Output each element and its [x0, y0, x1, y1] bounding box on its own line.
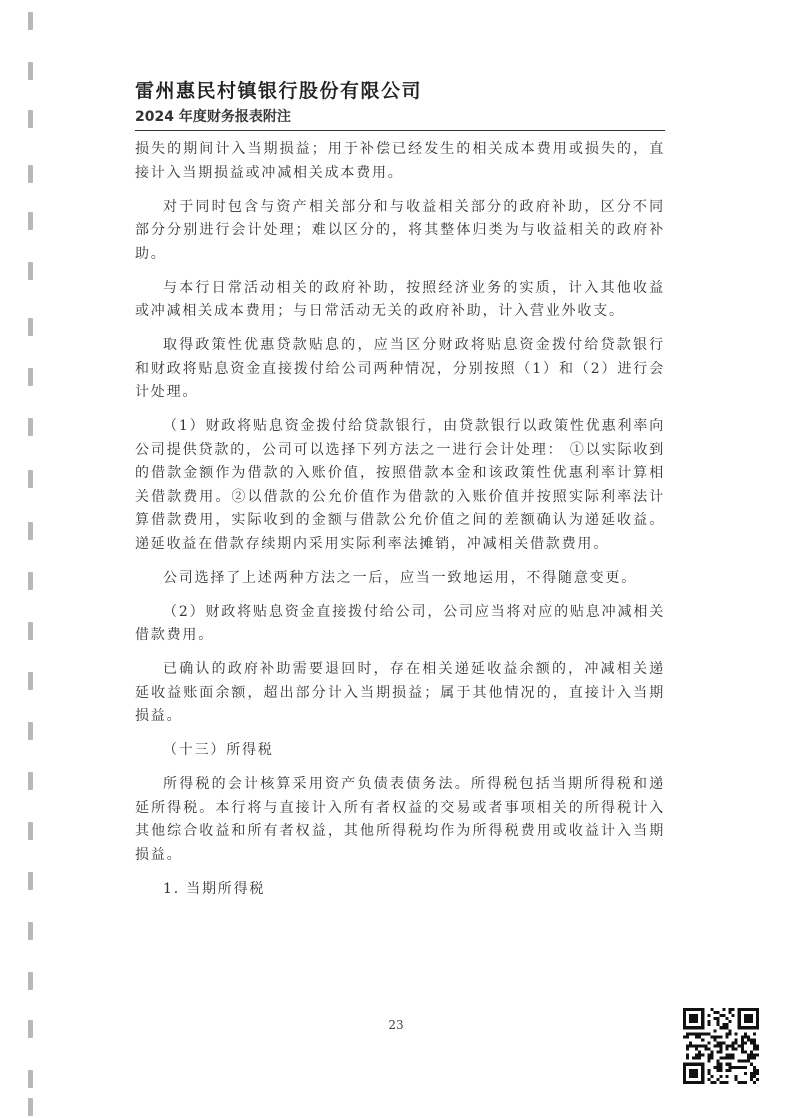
company-name: 雷州惠民村镇银行股份有限公司	[135, 80, 423, 102]
paragraph: （2）财政将贴息资金直接拨付给公司，公司应当将对应的贴息冲减相关借款费用。	[135, 603, 665, 643]
paragraph: 损失的期间计入当期损益；用于补偿已经发生的相关成本费用或损失的，直接计入当期损益或冲减相关成本费用。	[135, 141, 665, 181]
paragraph: 对于同时包含与资产相关部分和与收益相关部分的政府补助，区分不同部分分别进行会计处理；难以区分的，将其整体归类为与收益相关的政府补助。	[135, 198, 665, 262]
paragraph: （1）财政将贴息资金拨付给贷款银行，由贷款银行以政策性优惠利率向公司提供贷款的，公司可以选择下列方法之一进行会计处理： ①以实际收到的借款金额作为借款的入账价值，按照借款本金和该政策性优惠利率计算相关借款费用。②以借款的公允价值作为借款的入账价值并按照实际利率法计算借款费用，实际收到的金额与借款公允价值之间的差额确认为递延收益。递延收益在借款存续期内采用实际利率法摊销，冲减相关借款费用。	[135, 418, 665, 552]
binding-mark	[28, 318, 33, 336]
page-number: 23	[388, 1018, 404, 1032]
paragraph: 已确认的政府补助需要退回时，存在相关递延收益余额的，冲减相关递延收益账面余额，超出部分计入当期损益；属于其他情况的，直接计入当期损益。	[135, 661, 665, 724]
binding-mark	[28, 470, 33, 488]
binding-margin	[0, 0, 40, 1118]
header-rule	[135, 130, 665, 131]
binding-mark	[28, 165, 33, 183]
binding-mark	[28, 622, 33, 640]
binding-mark	[28, 418, 33, 436]
binding-mark	[28, 1070, 33, 1088]
binding-mark	[28, 722, 33, 740]
binding-mark	[28, 572, 33, 590]
section-heading: （十三）所得税	[163, 742, 274, 758]
binding-mark	[28, 110, 33, 128]
binding-mark	[28, 522, 33, 540]
binding-mark	[28, 262, 33, 280]
paragraph: 所得税的会计核算采用资产负债表债务法。所得税包括当期所得税和递延所得税。本行将与直接计入所有者权益的交易或者事项相关的所得税计入其他综合收益和所有者权益，其他所得税均作为所得税费用或收益计入当期损益。	[135, 776, 665, 863]
binding-mark	[28, 62, 33, 80]
report-subtitle: 2024 年度财务报表附注	[135, 109, 291, 125]
binding-mark	[28, 872, 33, 890]
page-header	[135, 78, 665, 128]
binding-mark	[28, 772, 33, 790]
binding-mark	[28, 672, 33, 690]
paragraph: 与本行日常活动相关的政府补助，按照经济业务的实质，计入其他收益或冲减相关成本费用；与日常活动无关的政府补助，计入营业外收支。	[135, 279, 665, 319]
binding-mark	[28, 1098, 33, 1116]
binding-mark	[28, 922, 33, 940]
paragraph: 取得政策性优惠贷款贴息的，应当区分财政将贴息资金拨付给贷款银行和财政将贴息资金直接拨付给公司两种情况，分别按照（1）和（2）进行会计处理。	[135, 337, 665, 400]
binding-mark	[28, 212, 33, 230]
binding-mark	[28, 822, 33, 840]
body-text	[135, 138, 665, 912]
binding-mark	[28, 368, 33, 386]
qr-code-icon	[683, 1008, 759, 1084]
paragraph: 公司选择了上述两种方法之一后，应当一致地运用，不得随意变更。	[163, 569, 637, 586]
binding-mark	[28, 12, 33, 30]
subsection-heading: 1. 当期所得税	[163, 880, 266, 897]
binding-mark	[28, 972, 33, 990]
